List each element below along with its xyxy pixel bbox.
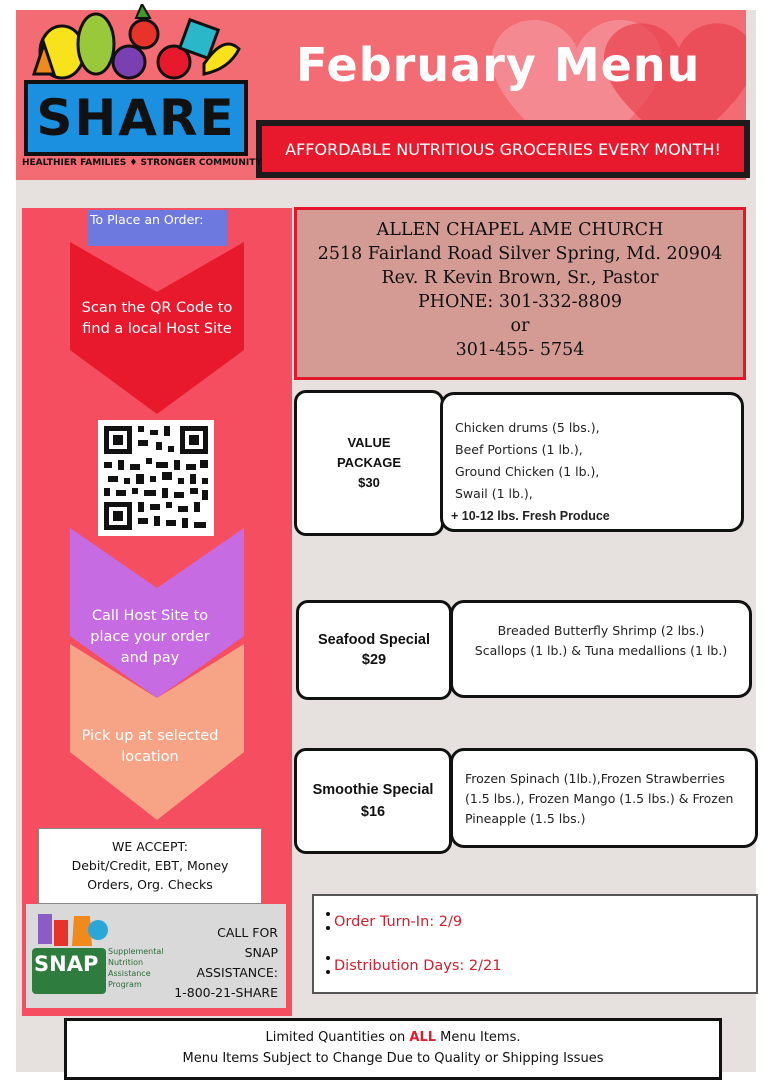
church-phone[interactable]: PHONE: 301-332-8809: [417, 292, 623, 312]
qr-code[interactable]: [98, 420, 214, 536]
church-address: 2518 Fairland Road Silver Spring, Md. 20904: [317, 244, 723, 264]
tagline: AFFORDABLE NUTRITIOUS GROCERIES EVERY MONTH!: [262, 126, 744, 172]
footer-line-1: Limited Quantities on ALL Menu Items.: [265, 1030, 521, 1045]
pickup-step-text: Pick up at selected location: [81, 728, 219, 765]
page-title: February Menu: [296, 38, 701, 92]
value-package-items: Chicken drums (5 lbs.), Beef Portions (1 lb.), Ground Chicken (1 lb.), Swail (1 lb.), + 10-12 lbs. Fresh Produce: [440, 392, 744, 532]
church-pastor: Rev. R Kevin Brown, Sr., Pastor: [381, 268, 659, 288]
smoothie-special-items: Frozen Spinach (1lb.),Frozen Strawberries (1.5 lbs.), Frozen Mango (1.5 lbs.) & Frozen Pineapple (1.5 lbs.): [450, 748, 758, 848]
host-site-info: [294, 207, 746, 380]
scan-step-text: Scan the QR Code to find a local Host Site: [81, 300, 233, 337]
distribution-days-date: Distribution Days: 2/21: [334, 958, 502, 974]
order-turn-in-date: Order Turn-In: 2/9: [334, 914, 463, 930]
snap-program-name: Supplemental Nutrition Assistance Program: [108, 947, 164, 989]
call-step-text: Call Host Site to place your order and pay: [90, 608, 210, 666]
bullet-icon: [326, 912, 330, 916]
smoothie-special-name: Smoothie Special $16: [294, 748, 452, 854]
seafood-special-name: Seafood Special $29: [296, 600, 452, 700]
footer-line-2: Menu Items Subject to Change Due to Quality or Shipping Issues: [182, 1051, 604, 1066]
bullet-icon: [326, 956, 330, 960]
payment-accepted-box: WE ACCEPT: Debit/Credit, EBT, Money Orders, Org. Checks: [38, 828, 262, 904]
logo-name: SHARE: [36, 89, 236, 147]
snap-logo-text: SNAP: [34, 952, 99, 976]
seafood-special-items: Breaded Butterfly Shrimp (2 lbs.) Scallops (1 lb.) & Tuna medallions (1 lb.): [450, 600, 752, 698]
bullet-icon: [326, 970, 330, 974]
snap-call-info: CALL FOR SNAP ASSISTANCE: 1-800-21-SHARE: [174, 925, 278, 1000]
church-name: ALLEN CHAPEL AME CHURCH: [376, 220, 664, 240]
church-or: or: [510, 316, 530, 336]
bullet-icon: [326, 926, 330, 930]
order-label: To Place an Order:: [88, 210, 228, 246]
footer-notice: [64, 1018, 722, 1080]
share-logo: [24, 80, 248, 156]
value-package-name: VALUE PACKAGE $30: [294, 390, 444, 536]
logo-slogan: HEALTHIER FAMILIES ♦ STRONGER COMMUNITY: [22, 158, 262, 168]
produce-icon: [24, 4, 246, 84]
dates-box: [312, 894, 758, 994]
church-phone-alt[interactable]: 301-455- 5754: [455, 340, 585, 360]
